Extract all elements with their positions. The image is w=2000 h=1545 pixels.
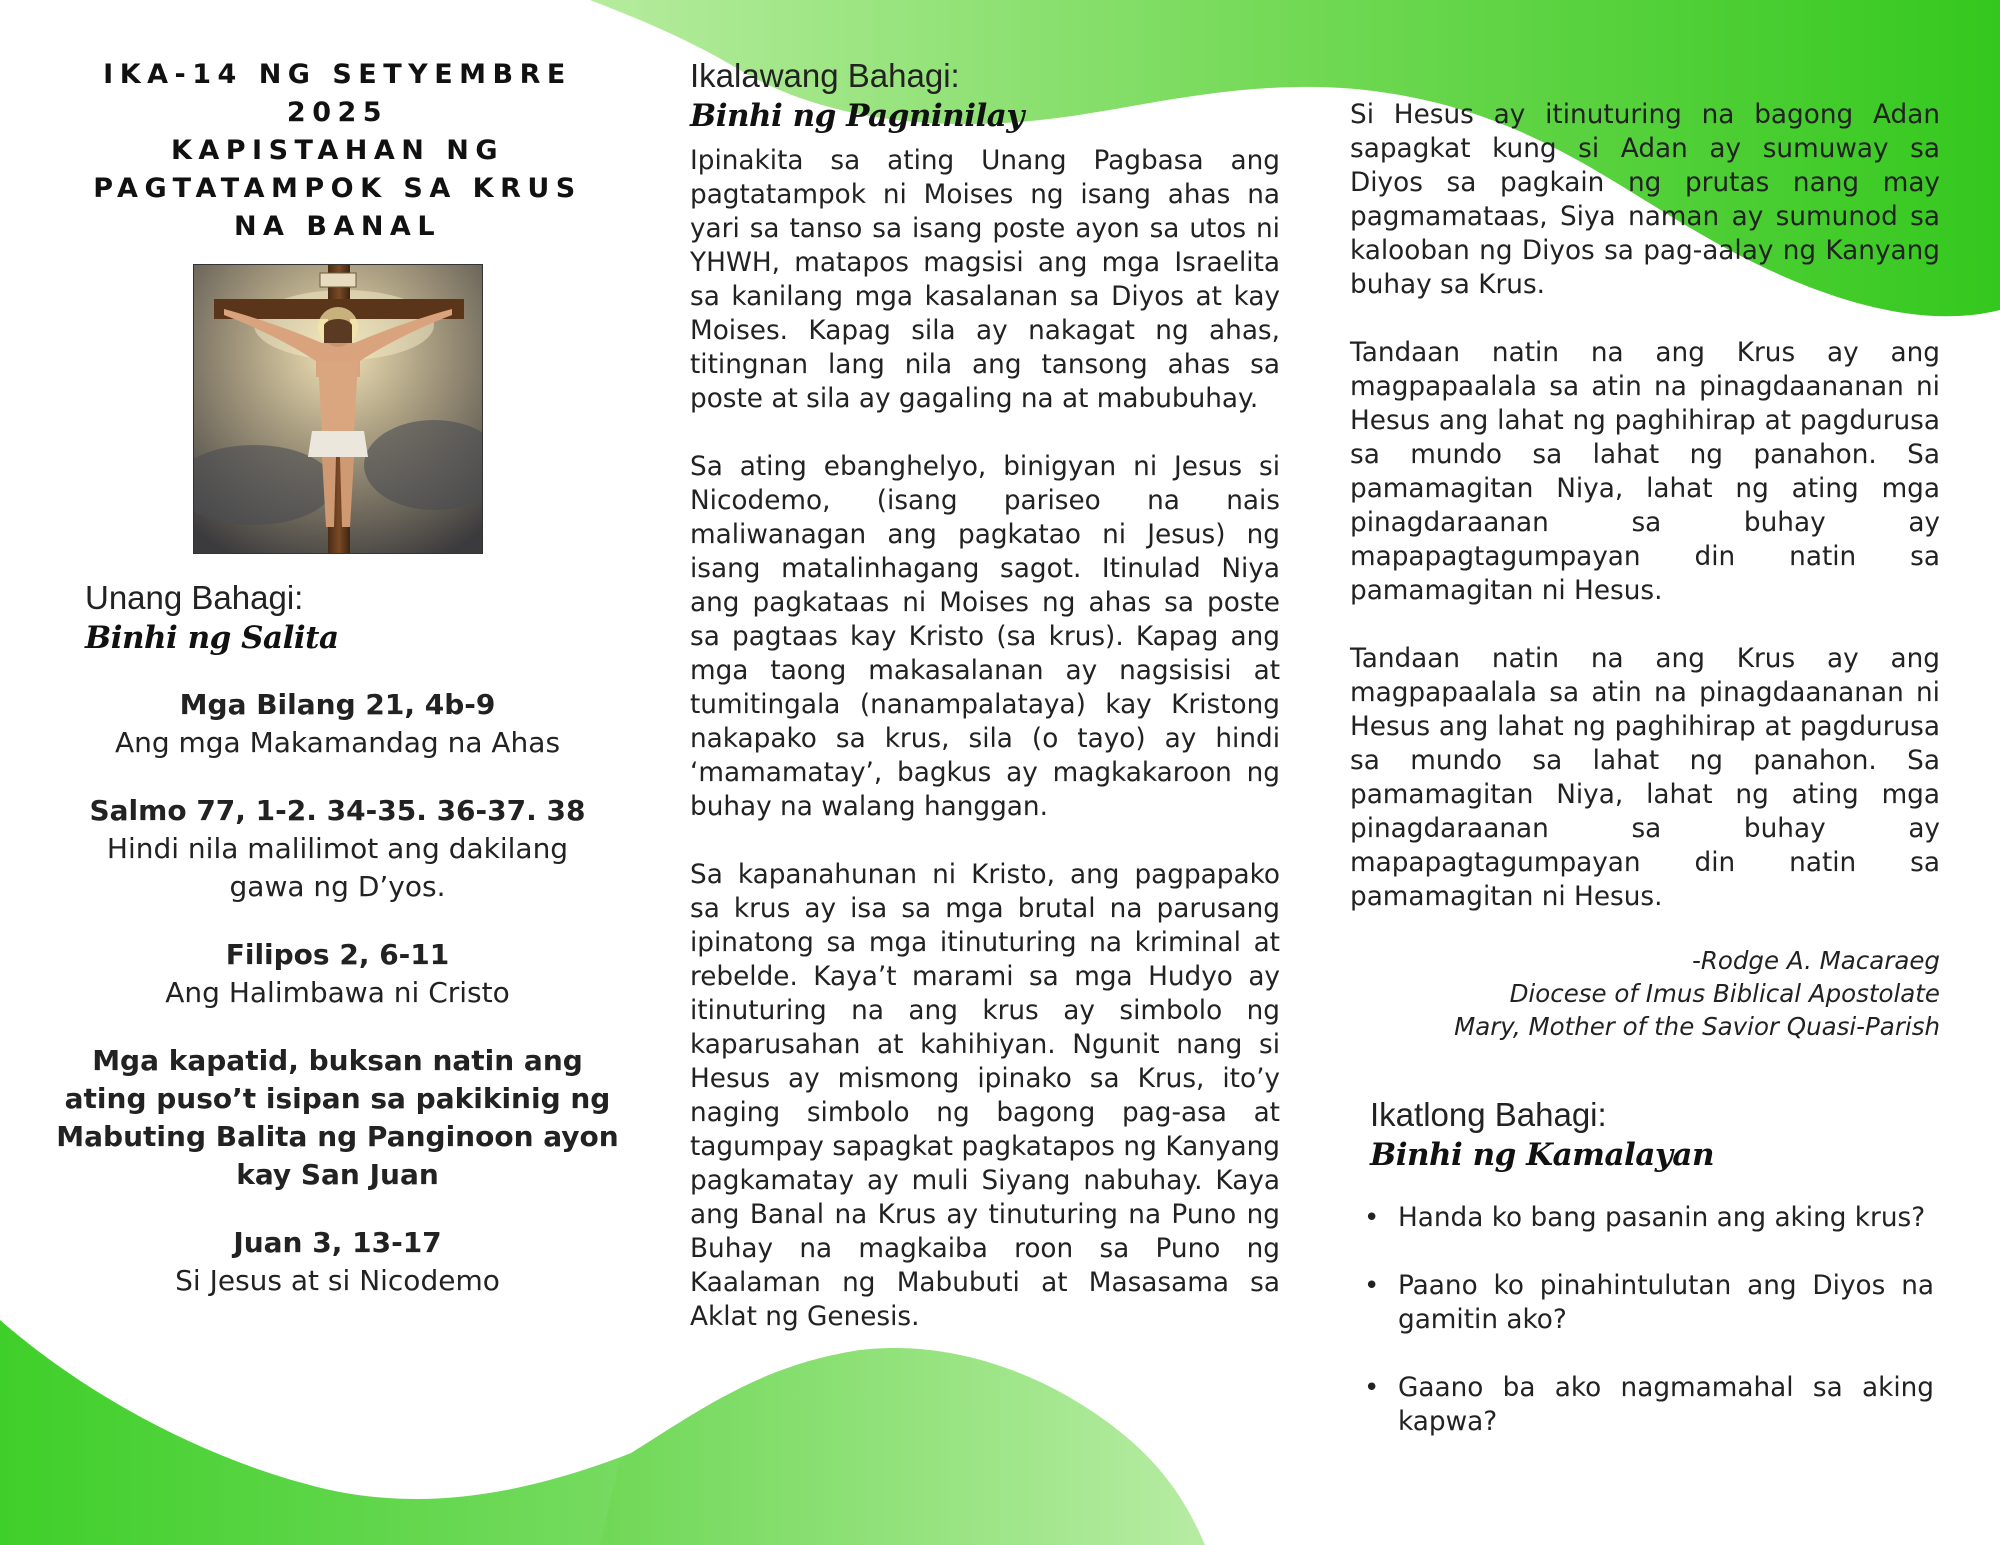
- reading-title: Hindi nila malilimot ang dakilang gawa ng D’yos.: [106, 832, 569, 903]
- section-title: Binhi ng Kamalayan: [1370, 1137, 1715, 1173]
- question-text: Paano ko pinahintulutan ang Diyos na gamitin ako?: [1398, 1271, 1934, 1335]
- reflection-paragraph: Sa kapanahunan ni Kristo, ang pagpapako sa krus ay isa sa mga brutal na parusang ipinatong sa mga itinuturing na kriminal at rebelde. Kaya’t marami sa mga Hudyo ay itinuturing na ang krus ay simbolo ng kaparusahan at kahihiyan. Ngunit nang si Hesus ay mismong ipinako sa Krus, ito’y naging simbolo ng bagong pag-asa at tagumpay sapagkat pagkatapos ng Kanyang pagkamatay ay muli Siyang nabuhay. Kaya ang Banal na Krus ay tinuturing na Puno ng Buhay na magkaiba roon sa Puno ng Kaalaman ng Mabubuti at Masasama sa Aklat ng Genesis.: [690, 860, 1280, 1332]
- feast-title: [55, 56, 620, 246]
- reflection-questions: [1350, 1201, 1940, 1439]
- feast-line: PAGTATAMPOK SA KRUS: [93, 173, 582, 204]
- bullet-icon: •: [1364, 1203, 1380, 1233]
- reading-item: [55, 792, 620, 906]
- section-label: Ikalawang Bahagi:: [690, 57, 960, 94]
- reading-item: [55, 686, 620, 762]
- reflection-paragraph: Ipinakita sa ating Unang Pagbasa ang pagtatampok ni Moises ng isang ahas na yari sa tanso sa isang poste ayon sa utos ni YHWH, matapos magsisi ang mga Israelita sa kanilang mga kasalanan sa Diyos at kay Moises. Kapag sila ay nakagat ng ahas, titingnan lang nila ang tansong ahas sa poste at sila ay gagaling na at mabubuhay.: [690, 146, 1280, 414]
- reflection-paragraph: Sa ating ebanghelyo, binigyan ni Jesus si Nicodemo, (isang pariseo na nais maliwanagan ang pagkatao ni Jesus) ng isang matalinhagang sagot. Itinulad Niya ang pagkataas ni Moises ng ahas sa poste sa pagtaas kay Kristo (sa krus). Kapag ang mga taong makasalanan ay nagsisisi at tumitingala (nanampalataya) kay Kristong nakapako sa krus, sila (o tayo) ay hindi ‘mamamatay’, bagkus ay magkakaroon ng buhay na walang hanggan.: [690, 452, 1280, 822]
- reading-reference: Filipos 2, 6-11: [225, 938, 450, 971]
- question-text: Gaano ba ako nagmamahal sa aking kapwa?: [1398, 1373, 1934, 1437]
- reading-title: Ang mga Makamandag na Ahas: [114, 726, 561, 759]
- column-reflection: [690, 56, 1280, 1368]
- reflection-paragraph: Tandaan natin na ang Krus ay ang magpapaalala sa atin na pinagdaananan ni Hesus ang lahat ng paghihirap at pagdurusa sa mundo sa lahat ng panahon. Sa pamamagitan Niya, lahat ng ating mga pinagdaraanan sa buhay ay mapapagtagumpayan din natin sa pamamagitan ni Hesus.: [1350, 338, 1940, 606]
- feast-line: KAPISTAHAN NG: [170, 135, 505, 166]
- column-readings: [55, 56, 620, 1300]
- reading-reference: Juan 3, 13-17: [233, 1226, 442, 1259]
- date-line: IKA-14 NG SETYEMBRE: [103, 59, 572, 90]
- section-label: Unang Bahagi:: [85, 579, 304, 616]
- question-item: [1364, 1201, 1940, 1235]
- reflection-paragraph: Si Hesus ay itinuturing na bagong Adan sapagkat kung si Adan ay sumuway sa Diyos sa pagkain ng prutas nang may pagmamataas, Siya naman ay sumunod sa kalooban ng Diyos sa pag-aalay ng Kanyang buhay sa Krus.: [1350, 100, 1940, 300]
- bullet-icon: •: [1364, 1271, 1380, 1301]
- question-text: Handa ko bang pasanin ang aking krus?: [1398, 1203, 1926, 1233]
- question-item: [1364, 1269, 1940, 1337]
- column-continuation: [1350, 98, 1940, 1473]
- reading-title: Ang Halimbawa ni Cristo: [165, 976, 510, 1009]
- signature: [1350, 944, 1940, 1043]
- date-year: 2025: [286, 97, 389, 128]
- reading-reference: Mga Bilang 21, 4b-9: [179, 688, 496, 721]
- bottom-mid-wave: [600, 1348, 1205, 1545]
- crucifix-image: [193, 264, 483, 554]
- signature-author: -Rodge A. Macaraeg: [1692, 946, 1940, 975]
- gospel-reading: [55, 1224, 620, 1300]
- section-title: Binhi ng Salita: [85, 620, 339, 656]
- gospel-invitation: Mga kapatid, buksan natin ang ating puso’t isipan sa pakikinig ng Mabuting Balita ng Panginoon ayon kay San Juan: [56, 1044, 619, 1191]
- bullet-icon: •: [1364, 1373, 1380, 1403]
- reading-reference: Salmo 77, 1-2. 34-35. 36-37. 38: [89, 794, 586, 827]
- section-label: Ikatlong Bahagi:: [1370, 1096, 1607, 1133]
- reflection-paragraph: Tandaan natin na ang Krus ay ang magpapaalala sa atin na pinagdaananan ni Hesus ang lahat ng paghihirap at pagdurusa sa mundo sa lahat ng panahon. Sa pamamagitan Niya, lahat ng ating mga pinagdaraanan sa buhay ay mapapagtagumpayan din natin sa pamamagitan ni Hesus.: [1350, 644, 1940, 912]
- reading-item: [55, 936, 620, 1012]
- feast-line: NA BANAL: [233, 211, 442, 242]
- reading-title: Si Jesus at si Nicodemo: [175, 1264, 500, 1297]
- signature-org: Mary, Mother of the Savior Quasi-Parish: [1454, 1012, 1940, 1041]
- section-title: Binhi ng Pagninilay: [690, 98, 1024, 134]
- question-item: [1364, 1371, 1940, 1439]
- signature-org: Diocese of Imus Biblical Apostolate: [1509, 979, 1940, 1008]
